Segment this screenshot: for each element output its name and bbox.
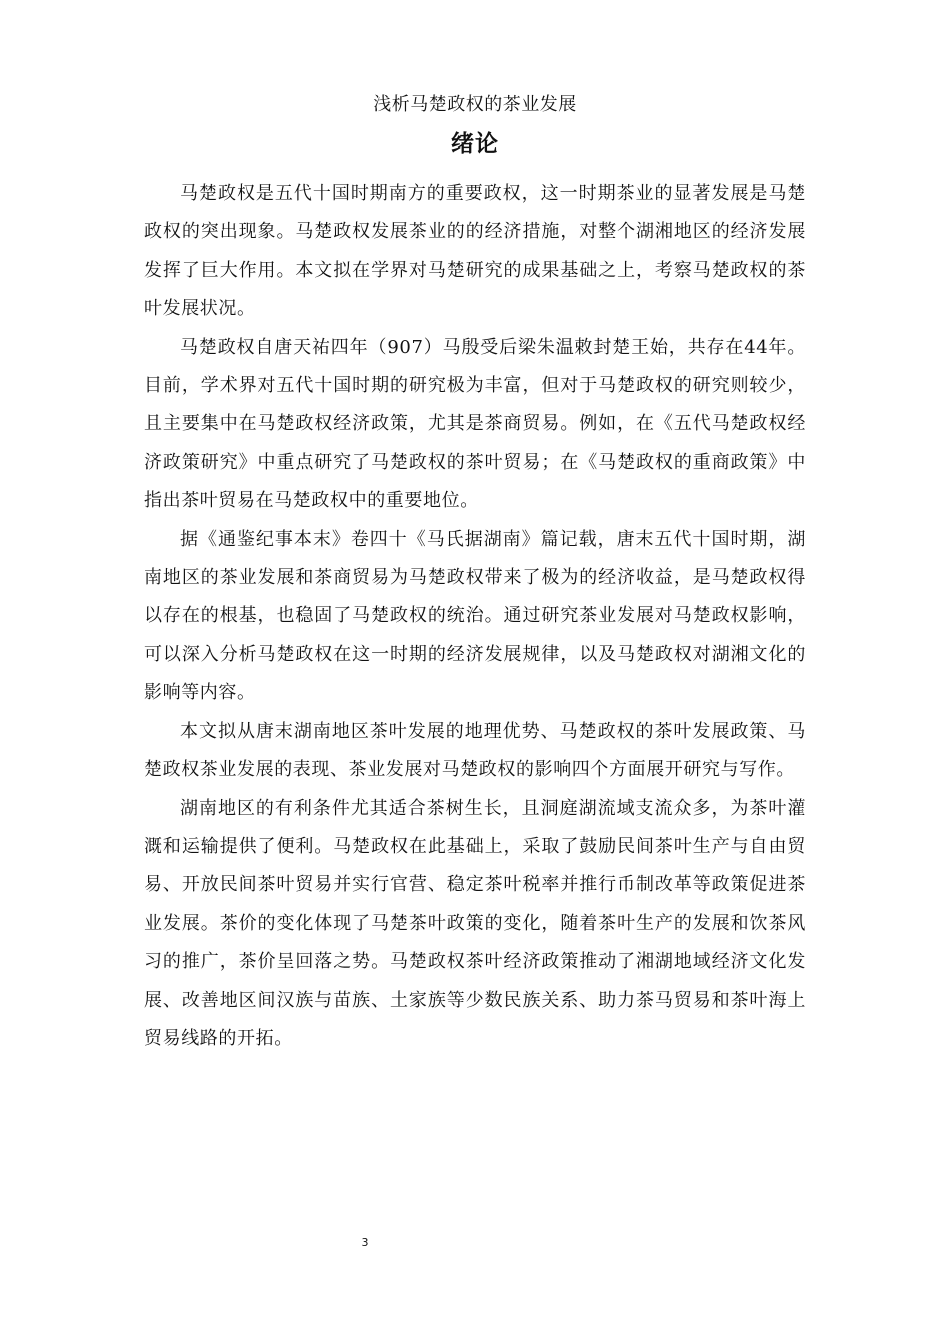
paragraph: 据《通鉴纪事本末》卷四十《马氏据湖南》篇记载，唐末五代十国时期，湖南地区的茶业发展和茶商贸易为马楚政权带来了极为的经济收益，是马楚政权得以存在的根基，也稳固了马楚政权的统治。通过研究茶业发展对马楚政权影响，可以深入分析马楚政权在这一时期的经济发展规律，以及马楚政权对湖湘文化的影响等内容。	[144, 528, 806, 704]
paragraph: 马楚政权自唐天祐四年（907）马殷受后梁朱温敕封楚王始，共存在44年。目前，学术界对五代十国时期的研究极为丰富，但对于马楚政权的研究则较少，且主要集中在马楚政权经济政策，尤其是茶商贸易。例如，在《五代马楚政权经济政策研究》中重点研究了马楚政权的茶叶贸易；在《马楚政权的重商政策》中指出茶叶贸易在马楚政权中的重要地位。	[144, 336, 806, 512]
document-title: 浅析马楚政权的茶业发展	[373, 94, 577, 115]
section-heading: 绪论	[451, 131, 499, 157]
paragraph: 本文拟从唐末湖南地区茶叶发展的地理优势、马楚政权的茶叶发展政策、马楚政权茶业发展的表现、茶业发展对马楚政权的影响四个方面展开研究与写作。	[144, 720, 806, 781]
body-text	[144, 175, 806, 1058]
page-number: 3	[361, 1236, 369, 1249]
paragraph: 马楚政权是五代十国时期南方的重要政权，这一时期茶业的显著发展是马楚政权的突出现象。马楚政权发展茶业的的经济措施，对整个湖湘地区的经济发展发挥了巨大作用。本文拟在学界对马楚研究的成果基础之上，考察马楚政权的茶叶发展状况。	[144, 183, 806, 320]
paragraph: 湖南地区的有利条件尤其适合茶树生长，且洞庭湖流域支流众多，为茶叶灌溉和运输提供了便利。马楚政权在此基础上，采取了鼓励民间茶叶生产与自由贸易、开放民间茶叶贸易并实行官营、稳定茶叶税率并推行币制改革等政策促进茶业发展。茶价的变化体现了马楚茶叶政策的变化，随着茶叶生产的发展和饮茶风习的推广，茶价呈回落之势。马楚政权茶叶经济政策推动了湘湖地域经济文化发展、改善地区间汉族与苗族、土家族等少数民族关系、助力茶马贸易和茶叶海上贸易线路的开拓。	[144, 797, 806, 1049]
